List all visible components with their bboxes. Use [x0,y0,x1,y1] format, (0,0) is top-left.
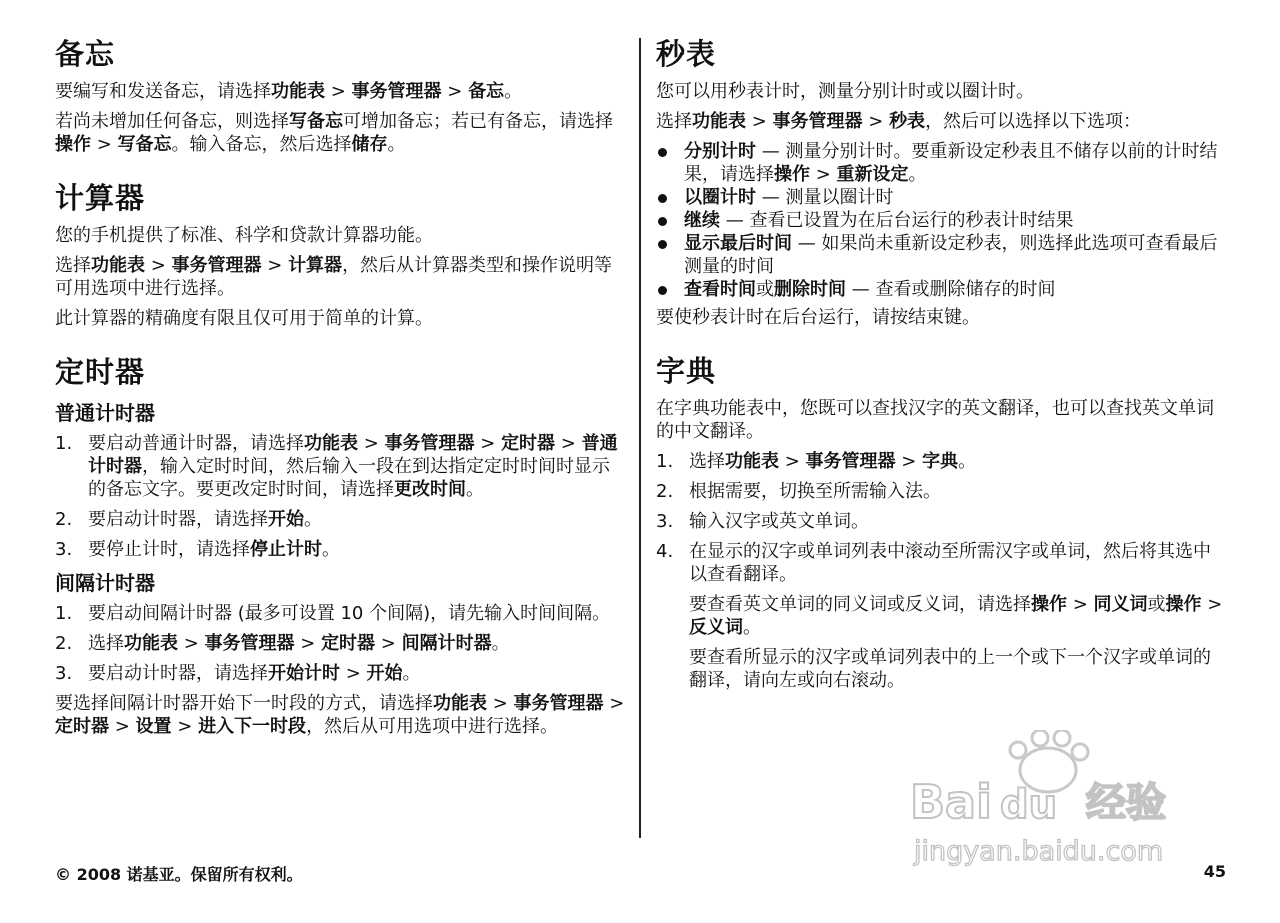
baidu-jingyan-watermark [900,730,1210,880]
list-item: 2. 根据需要，切换至所需输入法。 [656,481,941,502]
list-item: 继续 — 查看已设置为在后台运行的秒表计时结果 [656,209,1226,232]
list-item: 显示最后时间 — 如果尚未重新设定秒表，则选择此选项可查看最后测量的时间 [656,232,1226,278]
calculator-para-2: 选择功能表 > 事务管理器 > 计算器，然后从计算器类型和操作说明等可用选项中进行选择。 [55,255,613,299]
page-number: 45 [1203,862,1226,881]
list-item: 2. 选择功能表 > 事务管理器 > 定时器 > 间隔计时器。 [55,633,510,654]
list-item: 以圈计时 — 测量以圈计时 [656,186,1226,209]
memo-para-2: 若尚未增加任何备忘，则选择写备忘可增加备忘；若已有备忘，请选择操作 > 写备忘。输入备忘，然后选择储存。 [55,111,613,155]
watermark-brand-cn: 经验 [1086,780,1166,826]
interval-timer-steps [55,602,625,685]
calculator-para-1: 您的手机提供了标准、科学和贷款计算器功能。 [55,225,433,246]
dictionary-title: 字典 [656,354,717,388]
normal-timer-title: 普通计时器 [55,401,155,425]
timer-section [55,350,625,738]
memo-para-1: 要编写和发送备忘，请选择功能表 > 事务管理器 > 备忘。 [55,81,523,102]
calculator-section [55,176,625,330]
list-item: 4. 在显示的汉字或单词列表中滚动至所需汉字或单词，然后将其选中以查看翻译。 [656,541,1211,585]
stopwatch-para-2: 选择功能表 > 事务管理器 > 秒表，然后可以选择以下选项： [656,111,1142,132]
stopwatch-title: 秒表 [656,37,717,71]
bullet-icon [658,286,667,295]
list-item: 3. 要启动计时器，请选择开始计时 > 开始。 [55,663,421,684]
interval-timer-title: 间隔计时器 [55,571,155,595]
stopwatch-section [656,32,1226,329]
list-item: 3. 输入汉字或英文单词。 [656,511,869,532]
dictionary-sub-para-1: 要查看英文单词的同义词或反义词，请选择操作 > 同义词或操作 > 反义词。 [689,594,1223,638]
watermark-brand-latin-2: du [1000,782,1058,828]
stopwatch-para-3: 要使秒表计时在后台运行，请按结束键。 [656,307,980,328]
list-item: 3. 要停止计时，请选择停止计时。 [55,539,340,560]
list-item: 1. 选择功能表 > 事务管理器 > 字典。 [656,451,977,472]
bullet-icon [658,148,667,157]
calculator-para-3: 此计算器的精确度有限且仅可用于简单的计算。 [55,308,433,329]
normal-timer-steps [55,432,625,561]
timer-title: 定时器 [55,355,146,389]
calculator-title: 计算器 [55,181,146,215]
interval-timer-para: 要选择间隔计时器开始下一时段的方式，请选择功能表 > 事务管理器 > 定时器 > 设置 > 进入下一时段，然后从可用选项中进行选择。 [55,693,625,737]
left-column [55,32,625,745]
list-item: 分别计时 — 测量分别计时。要重新设定秒表且不储存以前的计时结果，请选择操作 > 重新设定。 [656,140,1226,186]
dictionary-sub-para-2: 要查看所显示的汉字或单词列表中的上一个或下一个汉字或单词的翻译，请向左或向右滚动。 [689,647,1211,691]
list-item: 1. 要启动普通计时器，请选择功能表 > 事务管理器 > 定时器 > 普通计时器，输入定时时间，然后输入一段在到达指定定时时间时显示的备忘文字。要更改定时时间，请选择更改时间。 [55,433,618,500]
bullet-icon [658,194,667,203]
memo-title: 备忘 [55,37,116,71]
dictionary-section [656,349,1226,692]
bullet-icon [658,240,667,249]
list-item: 查看时间或删除时间 — 查看或删除储存的时间 [656,278,1226,301]
memo-section [55,32,625,156]
watermark-url: jingyan.baidu.com [914,836,1164,867]
dictionary-para-1: 在字典功能表中，您既可以查找汉字的英文翻译，也可以查找英文单词的中文翻译。 [656,398,1214,442]
right-column [656,32,1226,699]
footer-copyright: © 2008 诺基亚。保留所有权利。 [55,865,303,884]
list-item: 1. 要启动间隔计时器 (最多可设置 10 个间隔)，请先输入时间间隔。 [55,603,611,624]
watermark-brand-latin-1: Bai [910,775,992,829]
bullet-icon [658,217,667,226]
dictionary-steps [656,450,1226,586]
stopwatch-options [656,140,1226,301]
stopwatch-para-1: 您可以用秒表计时，测量分别计时或以圈计时。 [656,81,1034,102]
list-item: 2. 要启动计时器，请选择开始。 [55,509,322,530]
column-divider [639,38,641,838]
